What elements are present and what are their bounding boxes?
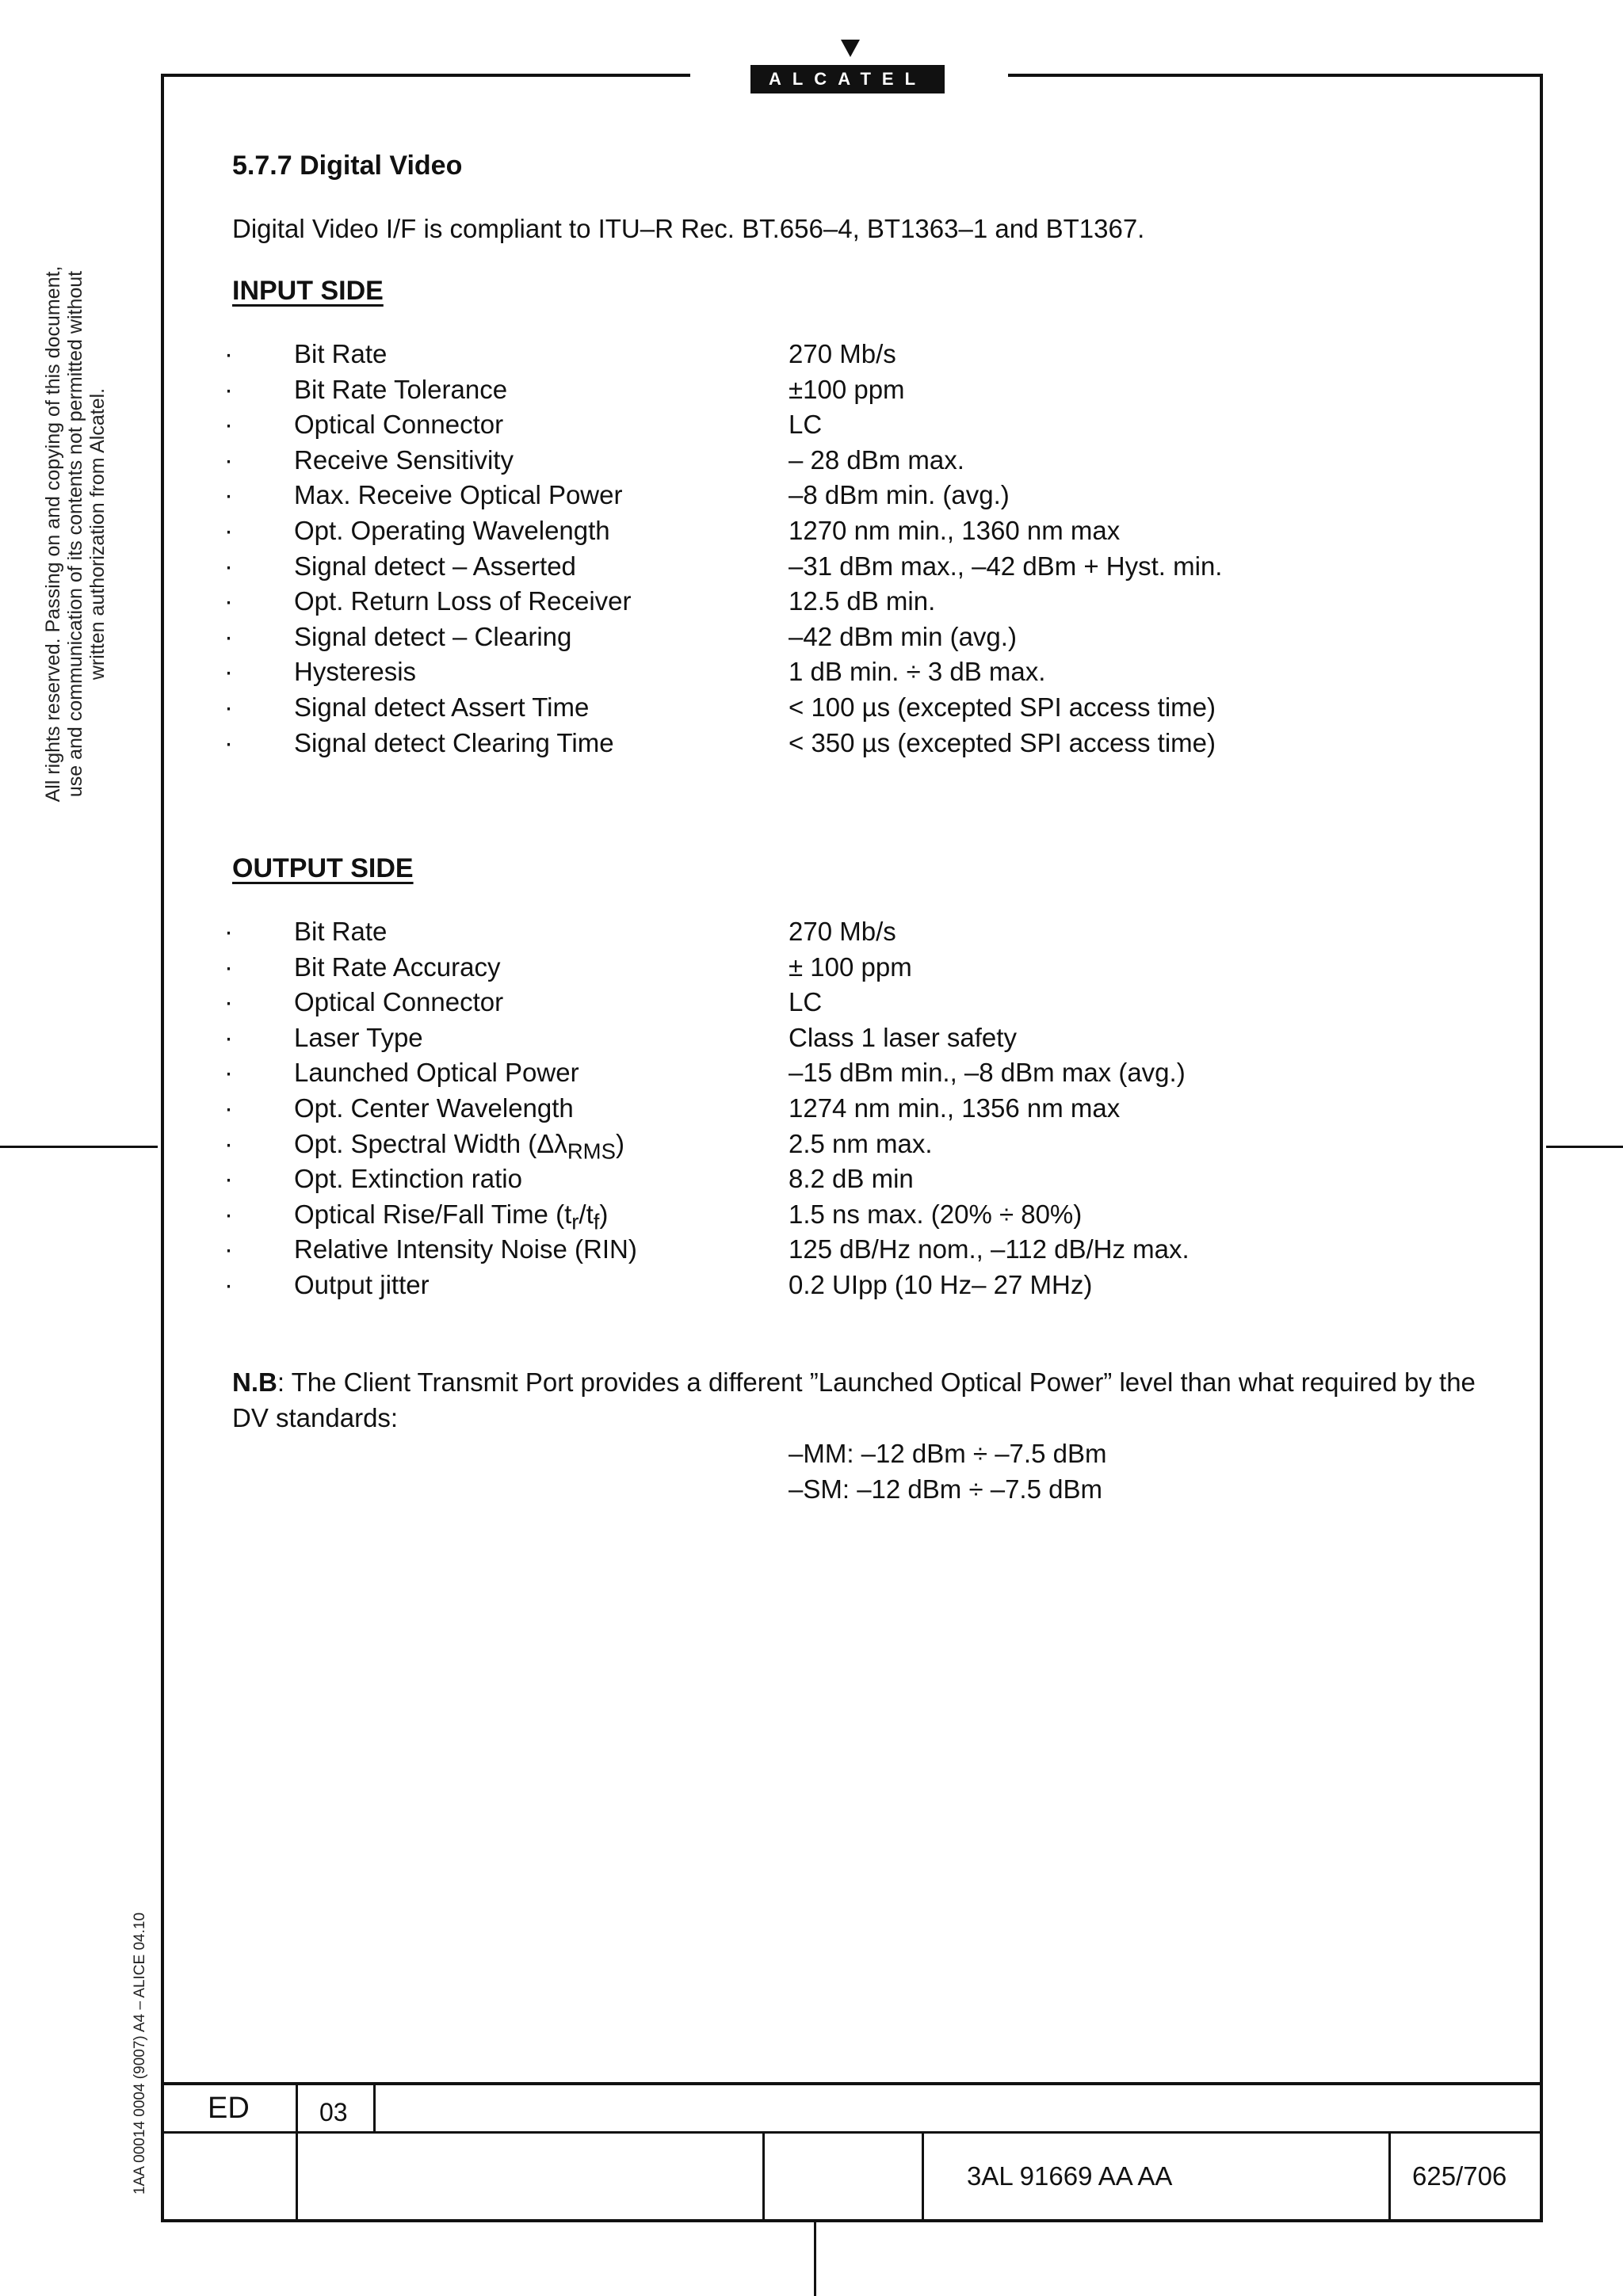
bullet: · <box>224 952 233 982</box>
spec-label: Max. Receive Optical Power <box>294 480 623 510</box>
frame-top-border-right <box>1008 74 1543 77</box>
list-item <box>224 985 1413 1020</box>
spec-value: –15 dBm min., –8 dBm max (avg.) <box>789 1058 1186 1088</box>
list-item <box>224 654 1413 690</box>
list-item <box>224 1161 1413 1197</box>
input-side-heading: INPUT SIDE <box>232 276 384 306</box>
spec-value: ± 100 ppm <box>789 952 912 982</box>
list-item <box>224 1091 1413 1127</box>
list-item <box>224 372 1413 408</box>
bullet: · <box>224 339 233 368</box>
spec-value: 1.5 ns max. (20% ÷ 80%) <box>789 1199 1083 1229</box>
company-logo: ALCATEL <box>750 65 945 93</box>
spec-label: Laser Type <box>294 1022 423 1052</box>
spec-value: Class 1 laser safety <box>789 1022 1017 1052</box>
list-item <box>224 478 1413 513</box>
spec-label: Bit Rate <box>294 917 388 946</box>
list-item <box>224 726 1413 761</box>
form-code: 1AA 00014 0004 (9007) A4 – ALICE 04.10 <box>132 1912 148 2195</box>
spec-label-end: ) <box>615 1128 624 1158</box>
output-side-list <box>224 914 1413 1303</box>
input-side-list <box>224 337 1413 761</box>
spec-label-text: Opt. Spectral Width (Δλ <box>294 1128 567 1158</box>
list-item <box>224 1268 1413 1303</box>
document-number: 3AL 91669 AA AA <box>967 2161 1173 2191</box>
title-block-top-line <box>161 2082 1543 2085</box>
list-item <box>224 620 1413 655</box>
spec-value: 0.2 UIpp (10 Hz– 27 MHz) <box>789 1269 1093 1299</box>
spec-value: 2.5 nm max. <box>789 1128 933 1158</box>
spec-value: 125 dB/Hz nom., –112 dB/Hz max. <box>789 1234 1190 1264</box>
bullet: · <box>224 1164 233 1194</box>
title-block-mid-line <box>161 2131 1543 2134</box>
bullet: · <box>224 410 233 440</box>
output-side-heading: OUTPUT SIDE <box>232 853 414 883</box>
bullet: · <box>224 586 233 616</box>
bullet: · <box>224 551 233 581</box>
title-block-divider <box>296 2082 298 2222</box>
spec-label-mid: /t <box>579 1199 594 1229</box>
bullet: · <box>224 1058 233 1088</box>
list-item <box>224 690 1413 726</box>
frame-bottom-border <box>161 2219 1543 2222</box>
bullet: · <box>224 1022 233 1052</box>
section-title: 5.7.7 Digital Video <box>232 151 463 181</box>
list-item <box>224 1055 1413 1091</box>
spec-label: Receive Sensitivity <box>294 444 514 475</box>
bullet: · <box>224 621 233 651</box>
bullet: · <box>224 444 233 475</box>
spec-label: Bit Rate Accuracy <box>294 952 501 982</box>
note-values <box>789 1436 1106 1507</box>
note-paragraph <box>232 1364 1484 1436</box>
copyright-notice: All rights reserved. Passing on and copying of this document, use and communication of its contents not permitted without written authorization from Alcatel. <box>42 265 109 803</box>
fold-mark-right <box>1546 1146 1623 1148</box>
spec-label: Opt. Extinction ratio <box>294 1164 522 1194</box>
spec-label-subscript: r <box>571 1209 579 1234</box>
spec-value: LC <box>789 410 823 440</box>
list-item <box>224 407 1413 443</box>
spec-label: Output jitter <box>294 1269 430 1299</box>
bullet: · <box>224 1234 233 1264</box>
spec-label: Bit Rate Tolerance <box>294 374 508 404</box>
edition-label: ED <box>208 2092 250 2125</box>
list-item <box>224 1232 1413 1268</box>
frame-left-border <box>161 74 164 2222</box>
spec-label: Signal detect – Clearing <box>294 621 572 651</box>
spec-value: 12.5 dB min. <box>789 586 936 616</box>
spec-value: –8 dBm min. (avg.) <box>789 480 1010 510</box>
spec-value: –42 dBm min (avg.) <box>789 621 1017 651</box>
note-value-sm: –SM: –12 dBm ÷ –7.5 dBm <box>789 1474 1102 1504</box>
spec-label-subscript-2: f <box>593 1209 600 1234</box>
logo-arrow-icon <box>841 40 860 57</box>
page-number: 625/706 <box>1412 2161 1507 2191</box>
spec-label: Opt. Operating Wavelength <box>294 515 610 545</box>
spec-value: 270 Mb/s <box>789 339 896 368</box>
spec-label: Signal detect Assert Time <box>294 692 590 722</box>
spec-value: < 100 µs (excepted SPI access time) <box>789 692 1216 722</box>
spec-value: 1 dB min. ÷ 3 dB max. <box>789 657 1046 687</box>
note-value-mm: –MM: –12 dBm ÷ –7.5 dBm <box>789 1439 1107 1468</box>
list-item <box>224 584 1413 620</box>
list-item <box>224 513 1413 549</box>
fold-mark-left <box>0 1146 158 1148</box>
bullet: · <box>224 1199 233 1229</box>
note-text: : The Client Transmit Port provides a different ”Launched Optical Power” level than what required by the DV standards: <box>232 1367 1476 1432</box>
list-item <box>224 549 1413 585</box>
title-block-divider <box>922 2131 924 2222</box>
list-item <box>224 443 1413 479</box>
bullet: · <box>224 515 233 545</box>
bullet: · <box>224 692 233 722</box>
section-intro: Digital Video I/F is compliant to ITU–R Rec. BT.656–4, BT1363–1 and BT1367. <box>232 214 1145 243</box>
title-block-divider <box>373 2082 376 2132</box>
spec-label: Optical Connector <box>294 987 504 1017</box>
spec-value: ±100 ppm <box>789 374 905 404</box>
spec-label: Opt. Return Loss of Receiver <box>294 586 632 616</box>
spec-value: 8.2 dB min <box>789 1164 914 1194</box>
spec-value: – 28 dBm max. <box>789 444 964 475</box>
bullet: · <box>224 1128 233 1158</box>
bullet: · <box>224 727 233 757</box>
spec-value: 1270 nm min., 1360 nm max <box>789 515 1121 545</box>
spec-label: Opt. Center Wavelength <box>294 1093 574 1123</box>
spec-value: 270 Mb/s <box>789 917 896 946</box>
spec-label: Hysteresis <box>294 657 417 687</box>
list-item <box>224 950 1413 986</box>
spec-label: Optical Connector <box>294 410 504 440</box>
bullet: · <box>224 374 233 404</box>
spec-label: Launched Optical Power <box>294 1058 579 1088</box>
bullet: · <box>224 1093 233 1123</box>
note-prefix: N.B <box>232 1367 277 1397</box>
spec-label: Bit Rate <box>294 339 388 368</box>
bullet: · <box>224 480 233 510</box>
spec-value: LC <box>789 987 823 1017</box>
spec-value: < 350 µs (excepted SPI access time) <box>789 727 1216 757</box>
list-item <box>224 337 1413 372</box>
bullet: · <box>224 987 233 1017</box>
spec-label: Signal detect – Asserted <box>294 551 576 581</box>
list-item <box>224 1127 1413 1162</box>
list-item <box>224 914 1413 950</box>
spec-label: Signal detect Clearing Time <box>294 727 614 757</box>
title-block-divider <box>762 2131 765 2222</box>
bullet: · <box>224 1269 233 1299</box>
spec-label-subscript: RMS <box>567 1138 616 1164</box>
edition-value: 03 <box>319 2098 348 2126</box>
spec-value: 1274 nm min., 1356 nm max <box>789 1093 1121 1123</box>
frame-right-border <box>1540 74 1543 2222</box>
bullet: · <box>224 917 233 946</box>
spec-value: –31 dBm max., –42 dBm + Hyst. min. <box>789 551 1223 581</box>
spec-label: Relative Intensity Noise (RIN) <box>294 1234 637 1264</box>
spec-label-text: Optical Rise/Fall Time (t <box>294 1199 572 1229</box>
list-item <box>224 1197 1413 1233</box>
frame-top-border-left <box>161 74 690 77</box>
bullet: · <box>224 657 233 687</box>
title-block-divider <box>1388 2131 1391 2222</box>
list-item <box>224 1020 1413 1056</box>
fold-mark-bottom <box>814 2222 816 2296</box>
spec-label-end: ) <box>599 1199 609 1229</box>
